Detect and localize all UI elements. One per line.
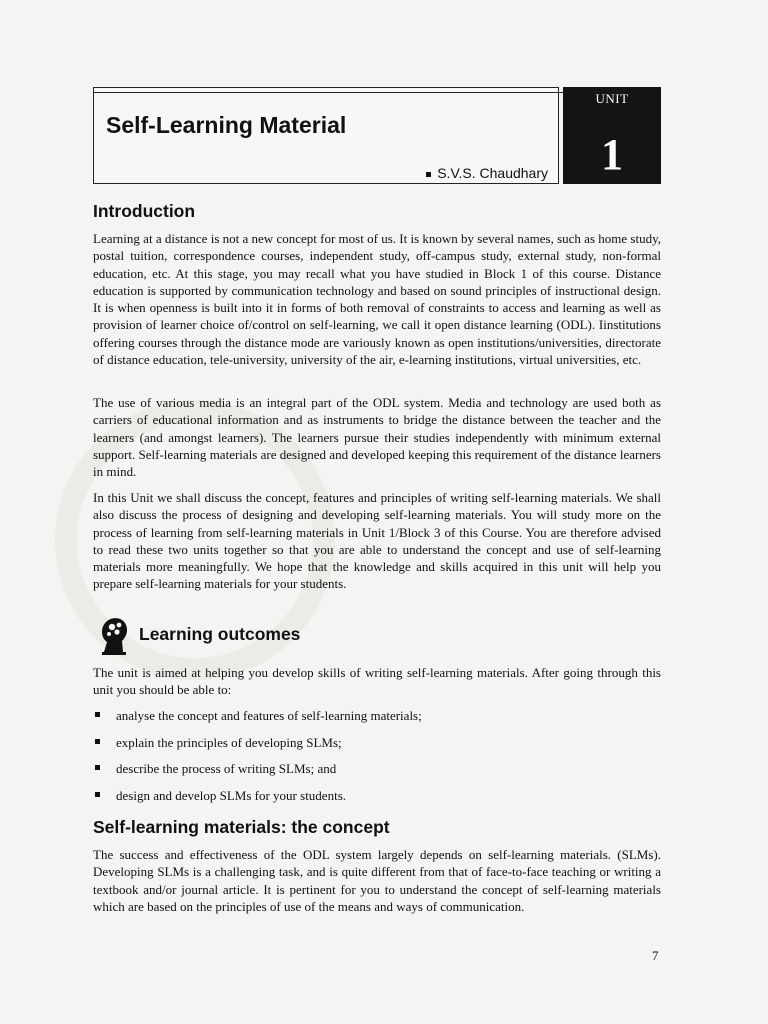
list-item: explain the principles of developing SLMs; [93,734,661,751]
thinking-head-icon [98,614,130,656]
heading-learning-outcomes: Learning outcomes [139,624,301,644]
header-rule [93,92,563,93]
list-item: analyse the concept and features of self-learning materials; [93,707,661,724]
author [426,165,548,181]
unit-header-box [93,87,559,184]
list-item: design and develop SLMs for your students. [93,787,661,804]
unit-label: UNIT [595,91,629,106]
page-number: 7 [652,948,659,963]
concept-paragraph: The success and effectiveness of the ODL system largely depends on self-learning materials. (SLMs). Developing SLMs is a challenging task, and is quite different from that of face-to-face teaching or writing a textbook and/or journal article. It is pertinent for you to understand the concept of self-learning materials which are based on the principles of use of the means and ways of communication. [93,847,661,914]
heading-introduction: Introduction [93,201,196,221]
intro-paragraph-3: In this Unit we shall discuss the concept, features and principles of writing self-learning materials. We shall also discuss the process of designing and developing self-learning materials. You will study more on the process of learning from self-learning materials in Unit 1/Block 3 of this Course. You are therefore advised to read these two units together so that you are able to understand the concept and use of self-learning materials more meaningfully. We hope that the knowledge and skills acquired in this unit will help you prepare self-learning materials for your students. [93,490,661,592]
unit-number: 1 [601,130,623,179]
heading-concept: Self-learning materials: the concept [93,817,390,837]
unit-number-block [563,87,661,184]
list-item: describe the process of writing SLMs; and [93,760,661,777]
intro-paragraph-2: The use of various media is an integral part of the ODL system. Media and technology are used both as carriers of educational information and as instruments to bridge the distance between the teacher and the learners (and amongst learners). The learners pursue their studies independently with minimum external support. Self-learning materials are designed and developed keeping this requirement of the distance learners in mind. [93,395,661,480]
intro-paragraph-1: Learning at a distance is not a new concept for most of us. It is known by several names, such as home study, postal tuition, correspondence courses, independent study, off-campus study, external study, non-formal education, etc. At this stage, you may recall what you have studied in Block 1 of this course. Distance education is supported by communication technology and based on sound principles of instructional design. It is when openness is built into it in forms of both removal of constraints to access and learning as well as provision of learner choice of/control on self-learning, we call it open distance learning (ODL). Iinstitutions offering courses through the distance mode are variously known as open institutions/universities, directorate of distance education, tele-university, university of the air, e-learning institutions, virtual universities, etc. [93,231,661,368]
author-bullet-icon [426,172,431,177]
outcomes-intro: The unit is aimed at helping you develop skills of writing self-learning materials. After going through this unit you should be able to: [93,665,661,698]
unit-title: Self-Learning Material [106,112,347,138]
outcomes-list [93,707,661,813]
author-name: S.V.S. Chaudhary [437,165,548,181]
